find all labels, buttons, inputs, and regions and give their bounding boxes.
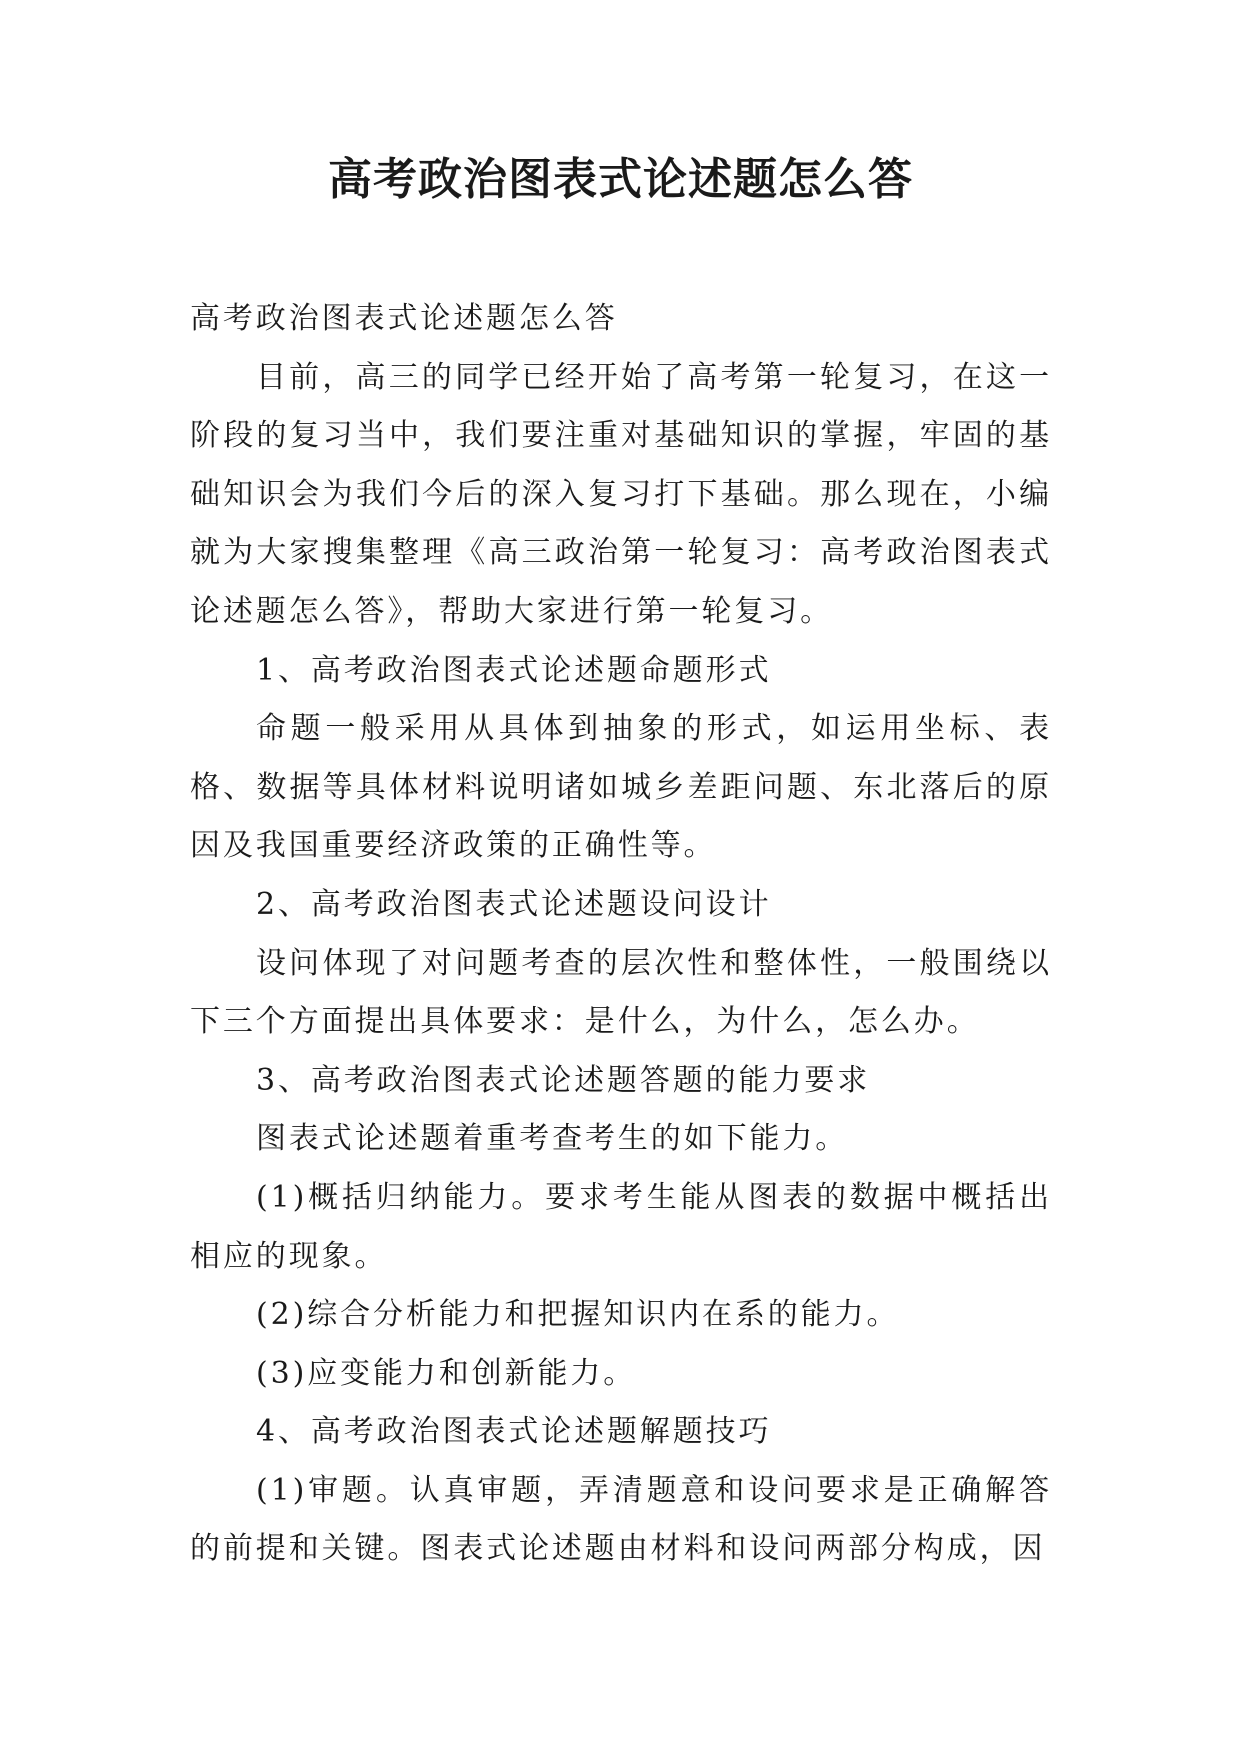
list-item-technique-1: (1)审题。认真审题，弄清题意和设问要求是正确解答的前提和关键。图表式论述题由材料和设问两部分构成，因 [190,1472,1052,1567]
section-heading-3: 3、高考政治图表式论述题答题的能力要求 [256,1062,871,1098]
paragraph-ability-intro: 图表式论述题着重考查考生的如下能力。 [256,1121,849,1157]
section-heading-1: 1、高考政治图表式论述题命题形式 [256,652,772,688]
document-body [190,290,1052,1579]
list-item-ability-1: (1)概括归纳能力。要求考生能从图表的数据中概括出相应的现象。 [190,1179,1052,1274]
paragraph-question-design: 设问体现了对问题考查的层次性和整体性，一般围绕以下三个方面提出具体要求：是什么，为什么，怎么办。 [190,945,1052,1040]
list-item-ability-3: (3)应变能力和创新能力。 [256,1355,637,1391]
intro-paragraph: 目前，高三的同学已经开始了高考第一轮复习，在这一阶段的复习当中，我们要注重对基础知识的掌握，牢固的基础知识会为我们今后的深入复习打下基础。那么现在，小编就为大家搜集整理《高三政治第一轮复习：高考政治图表式论述题怎么答》，帮助大家进行第一轮复习。 [190,359,1052,629]
list-item-ability-2: (2)综合分析能力和把握知识内在系的能力。 [256,1297,900,1333]
document-title: 高考政治图表式论述题怎么答 [328,154,913,205]
paragraph-proposition-form: 命题一般采用从具体到抽象的形式，如运用坐标、表格、数据等具体材料说明诸如城乡差距问题、东北落后的原因及我国重要经济政策的正确性等。 [190,711,1052,864]
section-heading-2: 2、高考政治图表式论述题设问设计 [256,886,772,922]
section-heading-4: 4、高考政治图表式论述题解题技巧 [256,1414,772,1450]
body-heading: 高考政治图表式论述题怎么答 [190,301,618,336]
